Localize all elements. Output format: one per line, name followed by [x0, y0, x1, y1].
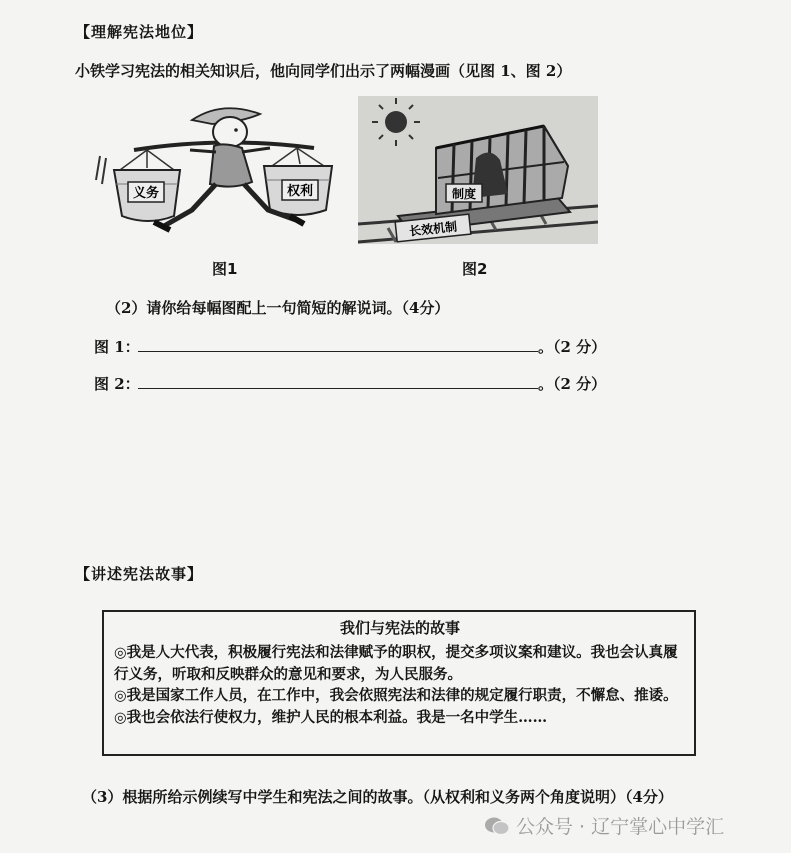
fig2-label-mechanism: 长效机制 — [408, 219, 458, 239]
figure-2-cartoon — [358, 96, 598, 244]
figure-1-cartoon — [92, 98, 350, 250]
section-heading-constitution-story: 【讲述宪法故事】 — [75, 565, 204, 583]
fig2-label-system: 制度 — [451, 187, 477, 201]
story-box-title: 我们与宪法的故事 — [339, 619, 460, 637]
wechat-icon — [484, 816, 510, 836]
story-paragraph-3: ◎我也会依法行使权力，维护人民的根本利益。我是一名中学生…… — [114, 708, 548, 726]
question-3: （3）根据所给示例续写中学生和宪法之间的故事。（从权利和义务两个角度说明）（4分） — [82, 788, 673, 806]
answer-1-points: 。（2 分） — [538, 338, 607, 356]
question-2: （2）请你给每幅图配上一句简短的解说词。（4分） — [106, 299, 450, 317]
watermark-text: 公众号 · 辽宁掌心中学汇 — [516, 816, 725, 838]
answer-2-blank[interactable] — [138, 387, 538, 389]
watermark — [484, 812, 724, 839]
fig1-label-rights: 权利 — [286, 184, 314, 199]
answer-1-blank[interactable] — [138, 350, 538, 352]
fig1-label-duty: 义务 — [132, 186, 160, 201]
figure-1-caption: 图1 — [212, 260, 238, 278]
answer-2-points: 。（2 分） — [538, 375, 607, 393]
story-paragraph-2: ◎我是国家工作人员，在工作中，我会依照宪法和法律的规定履行职责，不懈怠、推诿。 — [114, 687, 678, 704]
answer-2-label: 图 2： — [94, 375, 140, 393]
answer-1-label: 图 1： — [94, 338, 140, 356]
story-box — [102, 610, 696, 756]
story-paragraph-1: ◎我是人大代表，积极履行宪法和法律赋予的职权，提交多项议案和建议。我也会认真履行义务，听取和反映群众的意见和要求，为人民服务。 — [114, 644, 678, 683]
intro-text: 小铁学习宪法的相关知识后，他向同学们出示了两幅漫画（见图 1、图 2） — [75, 62, 572, 80]
section-heading-constitution-status: 【理解宪法地位】 — [75, 23, 204, 41]
figure-2-caption: 图2 — [462, 260, 488, 278]
